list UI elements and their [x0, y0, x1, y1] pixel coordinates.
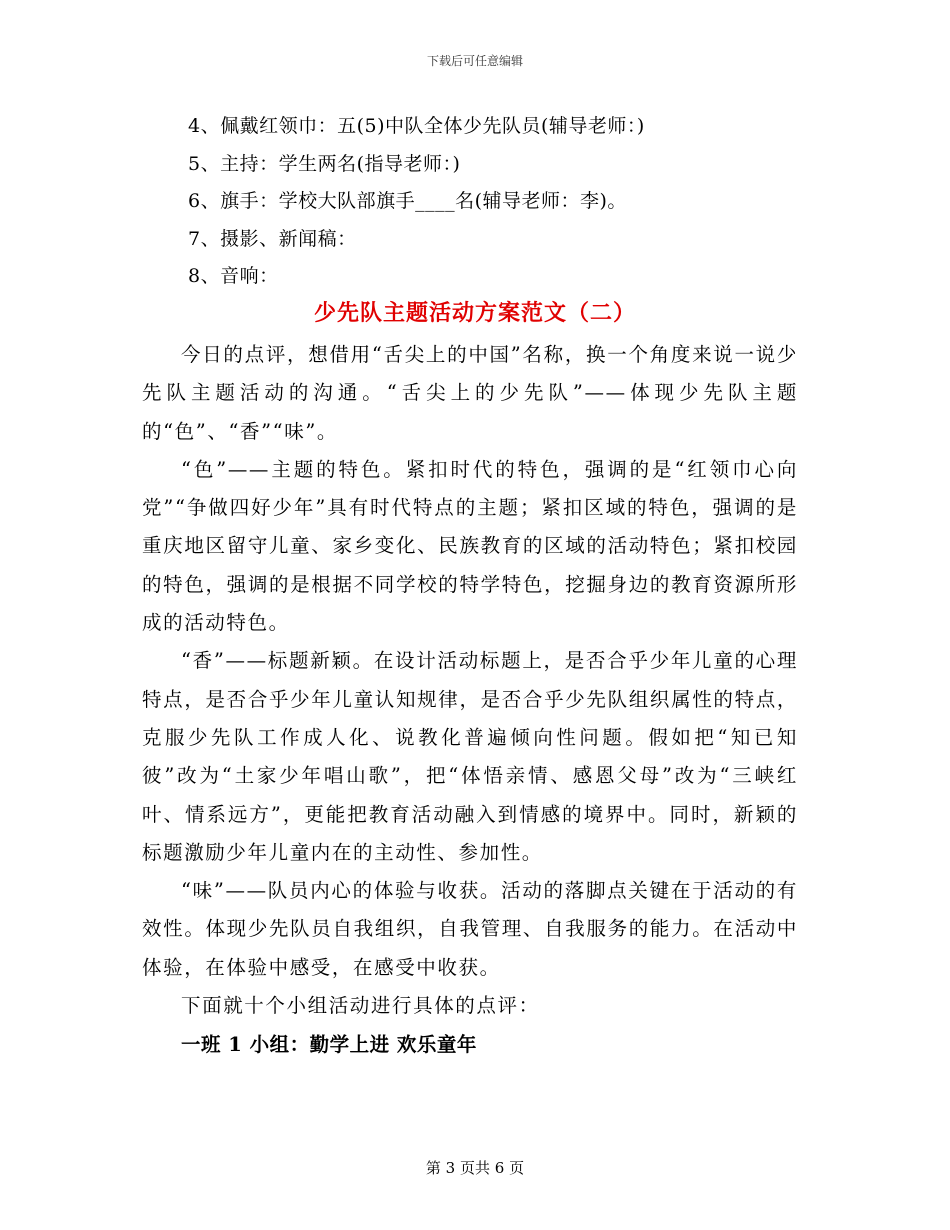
- paragraph-color: “色”——主题的特色。紧扣时代的特色，强调的是“红领巾心向党”“争做四好少年”具有时代特点的主题；紧扣区域的特色，强调的是重庆地区留守儿童、家乡变化、民族教育的区域的活动特色；紧扣校园的特色，强调的是根据不同学校的特学特色，挖掘身边的教育资源所形成的活动特色。: [142, 457, 798, 635]
- list-item: 4、佩戴红领巾：五(5)中队全体少先队员(辅导老师：): [188, 115, 645, 137]
- paragraph-intro: 今日的点评，想借用“舌尖上的中国”名称，换一个角度来说一说少先队主题活动的沟通。“舌尖上的少先队”——体现少先队主题的“色”、“香”“味”。: [142, 343, 798, 443]
- page-header: 下载后可任意编辑: [426, 54, 523, 68]
- list-item: 5、主持：学生两名(指导老师：): [188, 152, 461, 175]
- section-title: 少先队主题活动方案范文（二）: [313, 300, 636, 326]
- paragraph-fragrance: “香”——标题新颖。在设计活动标题上，是否合乎少年儿童的心理特点，是否合乎少年儿童认知规律，是否合乎少先队组织属性的特点，克服少先队工作成人化、说教化普遍倾向性问题。假如把“知已知彼”改为“土家少年唱山歌”，把“体悟亲情、感恩父母”改为“三峡红叶、情系远方”，更能把教育活动融入到情感的境界中。同时，新颖的标题激励少年儿童内在的主动性、参加性。: [142, 649, 798, 864]
- list-item: 6、旗手：学校大队部旗手____名(辅导老师：李)。: [188, 190, 627, 212]
- paragraph-taste: “味”——队员内心的体验与收获。活动的落脚点关键在于活动的有效性。体现少先队员自我组织，自我管理、自我服务的能力。在活动中体验，在体验中感受，在感受中收获。: [142, 879, 798, 979]
- group-subheading: 一班 1 小组：勤学上进 欢乐童年: [181, 1033, 477, 1057]
- list-item: 7、摄影、新闻稿：: [188, 227, 357, 250]
- paragraph-lead-in: 下面就十个小组活动进行具体的点评：: [181, 994, 540, 1018]
- page-footer: 第 3 页共 6 页: [425, 1159, 525, 1177]
- list-item: 8、音响：: [188, 265, 279, 287]
- arrangement-list: [188, 108, 828, 296]
- body-content: [142, 336, 798, 1064]
